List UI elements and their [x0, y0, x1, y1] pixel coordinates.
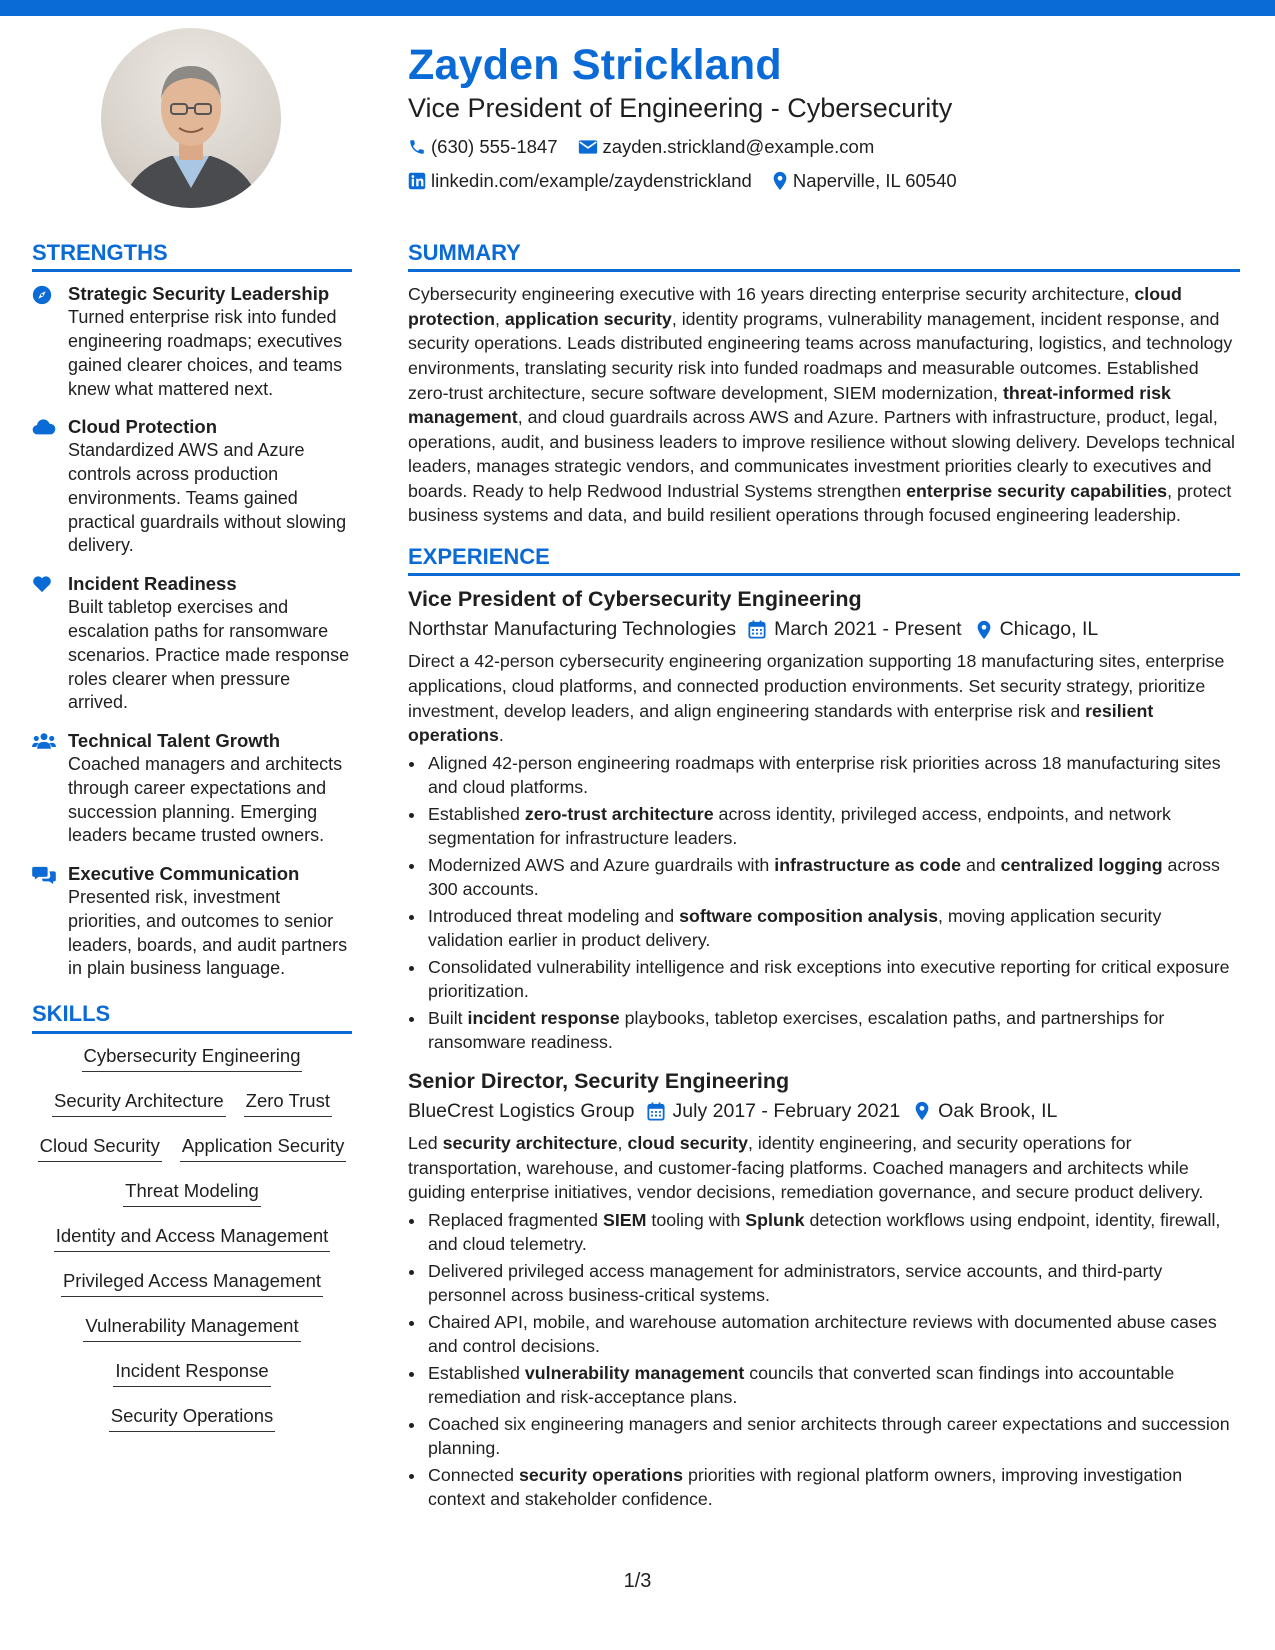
bold-phrase: incident response — [467, 1007, 620, 1028]
skill-tag: Cybersecurity Engineering — [82, 1044, 303, 1072]
strengths-list — [32, 282, 352, 981]
contact-row-2 — [408, 169, 1238, 193]
bold-phrase: enterprise security capabilities — [906, 480, 1168, 501]
summary-text — [408, 282, 1240, 527]
job-bullet — [426, 1006, 1240, 1054]
left-column — [32, 240, 352, 1449]
job-entry — [408, 586, 1240, 1054]
skill-row — [32, 1404, 352, 1449]
text-run: and — [961, 854, 1001, 875]
text-run: , identity programs, vulnerability management, incident response, and security operations. Leads distributed engineering teams across manufacturing, logistics, and technology environments, translating security risk into funded roadmaps and measurable outcomes. Established zero-trust architecture, secure software development, SIEM modernization, — [408, 308, 1233, 403]
job-company: BlueCrest Logistics Group — [408, 1099, 635, 1122]
strength-item — [32, 862, 352, 981]
location-text: Naperville, IL 60540 — [792, 170, 957, 192]
experience-heading: EXPERIENCE — [408, 544, 1240, 576]
job-bullet — [426, 1361, 1240, 1409]
strength-item — [32, 415, 352, 558]
job-role: Senior Director, Security Engineering — [408, 1068, 790, 1093]
skill-row — [32, 1044, 352, 1089]
skills-heading: SKILLS — [32, 1001, 352, 1033]
text-run: across identity, privileged access, endpoints, and network segmentation for infrastructure leaders. — [428, 803, 1171, 848]
text-run: councils that converted scan findings into accountable remediation and risk-acceptance plans. — [428, 1362, 1175, 1407]
linkedin-contact[interactable] — [408, 169, 752, 193]
text-run: , — [494, 308, 505, 329]
strengths-heading: STRENGTHS — [32, 240, 352, 272]
job-description — [408, 1131, 1240, 1205]
candidate-name: Zayden Strickland — [408, 41, 782, 89]
map-pin-icon — [976, 620, 992, 640]
resume-header — [408, 40, 1238, 193]
skill-tag: Security Operations — [109, 1404, 275, 1432]
phone-text: (630) 555-1847 — [431, 136, 558, 158]
strength-body — [68, 282, 352, 401]
heart-icon — [32, 572, 56, 715]
comments-icon — [32, 862, 56, 981]
strength-item — [32, 572, 352, 715]
bold-phrase: centralized logging — [1000, 854, 1163, 875]
text-run: Consolidated vulnerability intelligence and risk exceptions into executive reporting for critical exposure prioritization. — [428, 956, 1230, 1001]
skill-tag: Cloud Security — [38, 1134, 162, 1162]
job-meta — [408, 1098, 1240, 1125]
portrait-illustration — [101, 28, 281, 208]
skill-row — [32, 1359, 352, 1404]
strength-description: Built tabletop exercises and escalation paths for ransomware scenarios. Practice made response roles clearer when pressure arrived. — [68, 597, 350, 713]
strength-body — [68, 862, 352, 981]
strength-body — [68, 572, 352, 715]
text-run: , and cloud guardrails across AWS and Azure. Partners with infrastructure, product, legal, operations, audit, and business leaders to improve resilience without slowing delivery. Develops technical leaders, manages strategic vendors, and communicates investment priorities clearly to executives and boards. Ready to help Redwood Industrial Systems strengthen — [408, 407, 1235, 501]
job-bullets — [408, 1208, 1240, 1511]
text-run: Established — [428, 803, 525, 824]
email-text[interactable]: zayden.strickland@example.com — [602, 136, 875, 158]
contact-row-1 — [408, 135, 1238, 159]
compass-icon — [32, 282, 56, 401]
bold-phrase: cloud protection — [408, 284, 1182, 329]
top-accent-bar — [0, 0, 1275, 16]
skill-tag: Application Security — [180, 1134, 346, 1162]
strength-title: Technical Talent Growth — [68, 730, 281, 752]
job-location-text: Chicago, IL — [999, 618, 1099, 641]
bold-phrase: SIEM — [602, 1209, 647, 1230]
envelope-icon — [578, 139, 598, 155]
text-run: Chaired API, mobile, and warehouse automation architecture reviews with documented abuse cases and control decisions. — [428, 1311, 1217, 1356]
text-run: Established — [428, 1362, 525, 1383]
job-bullet — [426, 1310, 1240, 1358]
text-run: priorities with regional platform owners, improving investigation context and stakeholder confidence. — [428, 1464, 1183, 1509]
skill-tag: Privileged Access Management — [61, 1269, 323, 1297]
bold-phrase: application security — [504, 308, 672, 329]
bold-phrase: security operations — [518, 1464, 683, 1485]
page-number: 1/3 — [623, 1570, 652, 1592]
map-pin-icon — [914, 1101, 930, 1121]
text-run: , moving application security validation earlier in product delivery. — [428, 905, 1162, 950]
job-bullet — [426, 955, 1240, 1003]
job-location — [976, 616, 1099, 643]
strength-item — [32, 729, 352, 848]
job-description — [408, 649, 1240, 747]
calendar-icon — [647, 1102, 665, 1121]
summary-heading: SUMMARY — [408, 240, 1240, 272]
profile-photo — [101, 28, 281, 208]
linkedin-text[interactable]: linkedin.com/example/zaydenstrickland — [431, 170, 752, 192]
strength-description: Standardized AWS and Azure controls across production environments. Teams gained practical guardrails without slowing delivery. — [68, 440, 347, 556]
bold-phrase: Splunk — [745, 1209, 805, 1230]
job-dates — [647, 1098, 901, 1125]
skill-row — [32, 1224, 352, 1269]
job-meta — [408, 616, 1240, 643]
bold-phrase: threat-informed risk management — [408, 382, 1171, 428]
job-location — [914, 1098, 1057, 1125]
job-company: Northstar Manufacturing Technologies — [408, 618, 737, 641]
text-run: Direct a 42-person cybersecurity engineering organization supporting 18 manufacturing sites, enterprise applications, cloud platforms, and connected production environments. Set security strategy, prioritize investment, develop leaders, and align engineering standards with enterprise risk and — [408, 651, 1225, 721]
job-bullet — [426, 751, 1240, 799]
job-bullet — [426, 1208, 1240, 1256]
cloud-icon — [32, 415, 56, 558]
skill-row — [32, 1089, 352, 1134]
strength-title: Cloud Protection — [68, 416, 218, 438]
job-role: Vice President of Cybersecurity Engineering — [408, 587, 862, 612]
job-bullet — [426, 904, 1240, 952]
skill-tag: Identity and Access Management — [54, 1224, 331, 1252]
skill-row — [32, 1269, 352, 1314]
users-icon — [32, 729, 56, 848]
strength-title: Strategic Security Leadership — [68, 283, 330, 305]
skill-row — [32, 1179, 352, 1224]
bold-phrase: vulnerability management — [524, 1362, 745, 1383]
experience-list — [408, 586, 1240, 1511]
text-run: across 300 accounts. — [428, 854, 1220, 899]
strength-body — [68, 415, 352, 558]
text-run: detection workflows using endpoint, identity, firewall, and cloud telemetry. — [428, 1209, 1221, 1254]
skills-list — [32, 1044, 352, 1449]
strength-description: Presented risk, investment priorities, and outcomes to senior leaders, boards, and audit partners in plain business language. — [68, 887, 348, 979]
text-run: . — [498, 725, 504, 746]
job-bullet — [426, 1412, 1240, 1460]
skill-tag: Incident Response — [113, 1359, 270, 1387]
skill-tag: Zero Trust — [244, 1089, 332, 1117]
text-run: Cybersecurity engineering executive with 16 years directing enterprise security architecture, — [408, 284, 1135, 305]
phone-contact — [408, 135, 558, 159]
strength-description: Coached managers and architects through career expectations and succession planning. Emerging leaders became trusted owners. — [68, 754, 343, 846]
text-run: , identity engineering, and security operations for transportation, warehouse, and customer-facing platforms. Coached managers and architects while guiding enterprise initiatives, vendor decisions, remediation governance, and secure product delivery. — [408, 1133, 1204, 1203]
strength-body — [68, 729, 352, 848]
bold-phrase: resilient operations — [408, 700, 1154, 746]
job-dates-text: July 2017 - February 2021 — [672, 1099, 901, 1122]
text-run: Coached six engineering managers and senior architects through career expectations and succession planning. — [428, 1413, 1230, 1458]
strength-title: Incident Readiness — [68, 573, 237, 595]
calendar-icon — [748, 620, 766, 639]
job-bullet — [426, 802, 1240, 850]
text-run: tooling with — [646, 1209, 746, 1230]
skill-tag: Threat Modeling — [123, 1179, 261, 1207]
phone-icon — [408, 138, 426, 156]
strength-title: Executive Communication — [68, 863, 300, 885]
text-run: Modernized AWS and Azure guardrails with — [428, 854, 775, 875]
job-bullet — [426, 1463, 1240, 1511]
strength-description: Turned enterprise risk into funded engineering roadmaps; executives gained clearer choices, and teams knew what mattered next. — [68, 307, 343, 399]
strength-item — [32, 282, 352, 401]
job-bullets — [408, 751, 1240, 1054]
text-run: Connected — [428, 1464, 519, 1485]
job-dates — [748, 616, 962, 643]
job-entry — [408, 1068, 1240, 1511]
job-location-text: Oak Brook, IL — [938, 1099, 1058, 1122]
skill-tag: Security Architecture — [52, 1089, 226, 1117]
bold-phrase: software composition analysis — [679, 905, 938, 926]
linkedin-icon — [408, 172, 426, 190]
skill-row — [32, 1314, 352, 1359]
job-bullet — [426, 1259, 1240, 1307]
text-run: Delivered privileged access management for administrators, service accounts, and third-party personnel across business-critical systems. — [428, 1260, 1163, 1305]
text-run: playbooks, tabletop exercises, escalation paths, and partnerships for ransomware readiness. — [428, 1007, 1165, 1052]
email-contact[interactable] — [578, 135, 875, 159]
job-dates-text: March 2021 - Present — [774, 618, 962, 641]
skill-tag: Vulnerability Management — [83, 1314, 300, 1342]
job-bullet — [426, 853, 1240, 901]
text-run: Replaced fragmented — [428, 1209, 603, 1230]
bold-phrase: security architecture — [442, 1133, 618, 1154]
bold-phrase: cloud security — [627, 1133, 748, 1154]
candidate-title: Vice President of Engineering - Cybersecurity — [408, 92, 953, 123]
bold-phrase: zero-trust architecture — [524, 803, 714, 824]
text-run: Introduced threat modeling and — [428, 905, 680, 926]
skill-row — [32, 1134, 352, 1179]
location-contact — [772, 169, 957, 193]
map-pin-icon — [772, 171, 788, 191]
text-run: Led — [408, 1133, 443, 1154]
text-run: Built — [428, 1007, 468, 1028]
right-column — [408, 240, 1240, 1514]
text-run: , protect business systems and data, and build resilient operations through focused engineering leadership. — [408, 480, 1232, 526]
text-run: Aligned 42-person engineering roadmaps with enterprise risk priorities across 18 manufacturing sites and cloud platforms. — [428, 752, 1221, 797]
bold-phrase: infrastructure as code — [774, 854, 962, 875]
text-run: , — [617, 1133, 628, 1154]
